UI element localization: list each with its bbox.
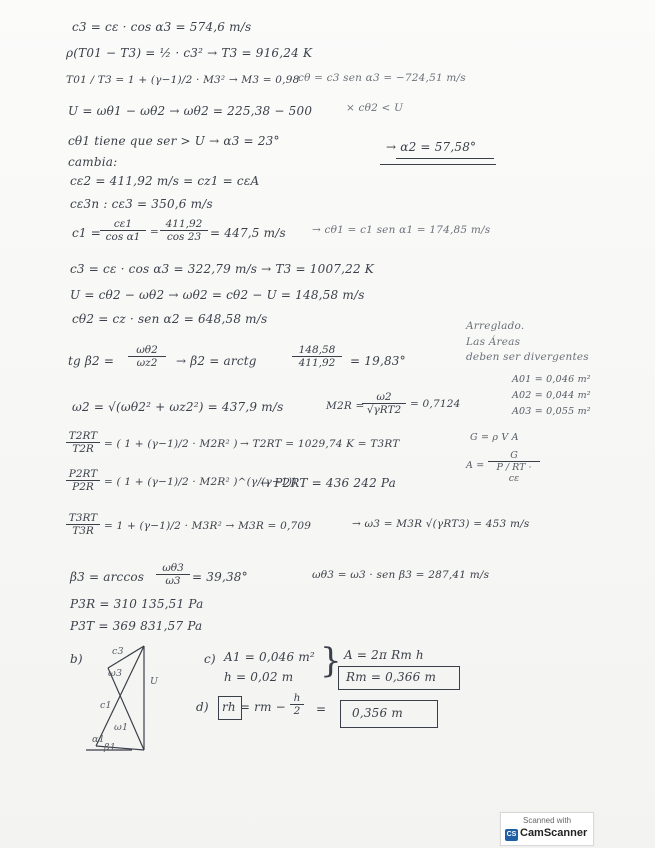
camscanner-stamp	[500, 812, 594, 846]
eq-m2r-label: M2R =	[326, 400, 365, 412]
eq-ctheta: cθ = c3 sen α3 = −724,51 m/s	[298, 72, 466, 84]
eq-w2: ω2 = √(ωθ2² + ωz2²) = 437,9 m/s	[72, 400, 284, 414]
eq-p3r: P3R = 310 135,51 Pa	[70, 597, 204, 611]
eq-c3-t3: c3 = cε · cos α3 = 322,79 m/s → T3 = 1007,22 K	[70, 262, 374, 276]
eq-tgbeta2: tg β2 =	[68, 354, 115, 368]
frac-t3rt-t3r: $\frac{T3RT}{T3R}$	[66, 512, 100, 537]
scanned-page: c3 = cε · cos α3 = 574,6 m/s ρ(T01 − T3) = ½ · c3² → T3 = 916,24 K T01 / T3 = 1 + (γ−1)/2 · M3² → M3 = 0,98 cθ = c3 sen α3 = −724,51 m/s U = ωθ1 − ωθ2 → ωθ2 = 225,38 − 500 × cθ2 < U cθ1 tiene que ser > U → α3 = 23° → α2 = 57,58° cambia: cε2 = 411,92 m/s = cz1 = cεA cε3n : cε3 = 350,6 m/s c1 = $\frac{c\varepsilon 1}{\text{cos α1}}$ = $\frac{411,92}{\cos 23}$ = 447,5 m/s → cθ1 = c1 sen α1 = 174,85 m/s c3 = cε · cos α3 = 322,79 m/s → T3 = 1007,22 K U = cθ2 − ωθ2 → ωθ2 = cθ2 − U = 148,58 m/s cθ2 = cz · sen α2 = 648,58 m/s Arreglado. Las Áreas deben ser divergentes A01 = 0,046 m² A02 = 0,044 m² A03 = 0,055 m² G = ρ V A A = $\frac{G}{P / RT \cdot c\varepsilon}$ tg β2 = $\frac{\omega\theta 2}{\omega z2}$ → β2 = arctg $\frac{148,58}{411,92}$ = 19,83° ω2 = √(ωθ2² + ωz2²) = 437,9 m/s M2R = ω2 √γRT2 = 0,7124 $\frac{T2RT}{T2R}$ = ( 1 + (γ−1)/2 · M2R² ) → T2RT = 1029,74 K = T3RT $\frac{P2RT}{P2R}$ = ( 1 + (γ−1)/2 · M2R² )^(γ/(γ−1)) → P2RT = 436 242 Pa $\frac{T3RT}{T3R}$ = 1 + (γ−1)/2 · M3R² → M3R = 0,709 → ω3 = M3R √(γRT3) = 453 m/s β3 = arccos $\frac{\omega\theta 3}{\omega 3}$ = 39,38° ωθ3 = ω3 · sen β3 = 287,41 m/s P3R = 310 135,51 Pa P3T = 369 831,57 Pa b) c3 ω3 U c1 ω1 α1 β1 c) A1 = 0,046 m² h = 0,02 m } A = 2π Rm h Rm = 0,366 m d) rh = rm − $\frac{h}{2}$ = 0,356 m Scanned with CS CamScanner	[0, 0, 655, 848]
note-a-frac: $\frac{G}{P / RT \cdot c\varepsilon}$	[488, 450, 540, 484]
eq-wtheta2: U = cθ2 − ωθ2 → ωθ2 = cθ2 − U = 148,58 m/s	[70, 288, 365, 302]
eq-c1-label: c1 =	[72, 226, 102, 240]
note-ctheta-less-u: × cθ2 < U	[346, 102, 404, 114]
eq-rh: rh = rm −	[222, 700, 286, 714]
eq-m2r-result: = 0,7124	[410, 398, 461, 410]
frac-t2rt-t2r: $\frac{T2RT}{T2R}$	[66, 430, 100, 455]
eq-ctheta1: → cθ1 = c1 sen α1 = 174,85 m/s	[312, 224, 491, 236]
note-a-eq: A =	[466, 460, 485, 471]
label-cambia: cambia:	[68, 155, 118, 169]
frac-cz1-cos: $\frac{c\varepsilon 1}{\text{cos α1}}$	[100, 218, 146, 243]
eq-area-formula: A = 2π Rm h	[344, 648, 424, 662]
stamp-scanned-with: Scanned with	[522, 816, 572, 825]
label-part-d: d)	[196, 700, 209, 714]
frac-wtheta2-wz2: $\frac{\omega\theta 2}{\omega z2}$	[128, 344, 166, 369]
camscanner-logo-icon: CS	[505, 829, 518, 841]
diagram-label-c1: c1	[100, 700, 112, 711]
eq-p2rt-result: → P2RT = 436 242 Pa	[260, 476, 397, 490]
note-a03: A03 = 0,055 m²	[512, 406, 591, 417]
alpha2-underline-2	[380, 164, 496, 165]
diagram-label-w3: ω3	[108, 668, 123, 679]
eq-ctheta2: cθ2 = cz · sen α2 = 648,58 m/s	[72, 312, 268, 326]
eq-h: h = 0,02 m	[224, 670, 294, 684]
diagram-label-beta1: β1	[104, 742, 116, 753]
eq-alpha3: cθ1 tiene que ser > U → α3 = 23°	[68, 134, 280, 148]
eq-p3t: P3T = 369 831,57 Pa	[70, 619, 203, 633]
note-a01: A01 = 0,046 m²	[512, 374, 591, 385]
eq-p2rt-expr: = ( 1 + (γ−1)/2 · M2R² )^(γ/(γ−1))	[104, 476, 297, 488]
eq-rm-result: Rm = 0,366 m	[346, 670, 437, 684]
eq-a1: A1 = 0,046 m²	[224, 650, 315, 664]
stamp-brand: CamScanner	[520, 827, 588, 839]
eq-rh-equals: =	[316, 702, 327, 716]
diagram-label-u: U	[150, 676, 159, 687]
eq-m3r: = 1 + (γ−1)/2 · M3R² → M3R = 0,709	[104, 520, 312, 532]
note-areas: Las Áreas	[466, 336, 521, 348]
eq-c3: c3 = cε · cos α3 = 574,6 m/s	[72, 20, 252, 34]
frac-wtheta3-w3: $\frac{\omega\theta 3}{\omega 3}$	[156, 562, 190, 587]
frac-w2-sqrt: ω2 √γRT2	[362, 391, 406, 416]
eq-rh-result: 0,356 m	[352, 706, 403, 720]
eq-wtheta3: ωθ3 = ω3 · sen β3 = 287,41 m/s	[312, 569, 490, 581]
diagram-label-w1: ω1	[114, 722, 129, 733]
eq-w3: → ω3 = M3R √(γRT3) = 453 m/s	[352, 518, 530, 530]
eq-beta2-result: = 19,83°	[350, 354, 406, 368]
eq-beta3-label: β3 = arccos	[70, 570, 145, 584]
eq-t2rt-expr: = ( 1 + (γ−1)/2 · M2R² )	[104, 438, 238, 450]
diagram-label-alpha1: α1	[92, 734, 105, 745]
eq-alpha2: → α2 = 57,58°	[386, 140, 477, 154]
eq-beta2-arctg: → β2 = arctg	[176, 354, 257, 368]
note-a02: A02 = 0,044 m²	[512, 390, 591, 401]
brace: }	[320, 641, 342, 681]
eq-mach3: T01 / T3 = 1 + (γ−1)/2 · M3² → M3 = 0,98	[66, 74, 300, 86]
frac-148-411: $\frac{148,58}{411,92}$	[292, 344, 342, 369]
eq-u-omega: U = ωθ1 − ωθ2 → ωθ2 = 225,38 − 500	[68, 104, 313, 118]
frac-411-cos23: $\frac{411,92}{\cos 23}$	[160, 218, 208, 243]
note-arreglado: Arreglado.	[466, 320, 525, 332]
diagram-label-c3: c3	[112, 646, 124, 657]
eq-cz2: cε2 = 411,92 m/s = cz1 = cεA	[70, 174, 260, 188]
eq-t2rt-result: → T2RT = 1029,74 K = T3RT	[240, 438, 400, 450]
alpha2-underline	[396, 158, 494, 159]
note-g-rho-v-a: G = ρ V A	[470, 432, 519, 443]
eq-c1-result: = 447,5 m/s	[210, 226, 286, 240]
note-divergentes: deben ser divergentes	[466, 351, 589, 363]
eq-cz3: cε3n : cε3 = 350,6 m/s	[70, 197, 213, 211]
frac-h-2: $\frac{h}{2}$	[290, 692, 304, 717]
label-part-b: b)	[70, 652, 83, 666]
eq-t3: ρ(T01 − T3) = ½ · c3² → T3 = 916,24 K	[66, 46, 313, 60]
eq-beta3-result: = 39,38°	[192, 570, 248, 584]
label-part-c: c)	[204, 652, 216, 666]
frac-p2rt-p2r: $\frac{P2RT}{P2R}$	[66, 468, 100, 493]
